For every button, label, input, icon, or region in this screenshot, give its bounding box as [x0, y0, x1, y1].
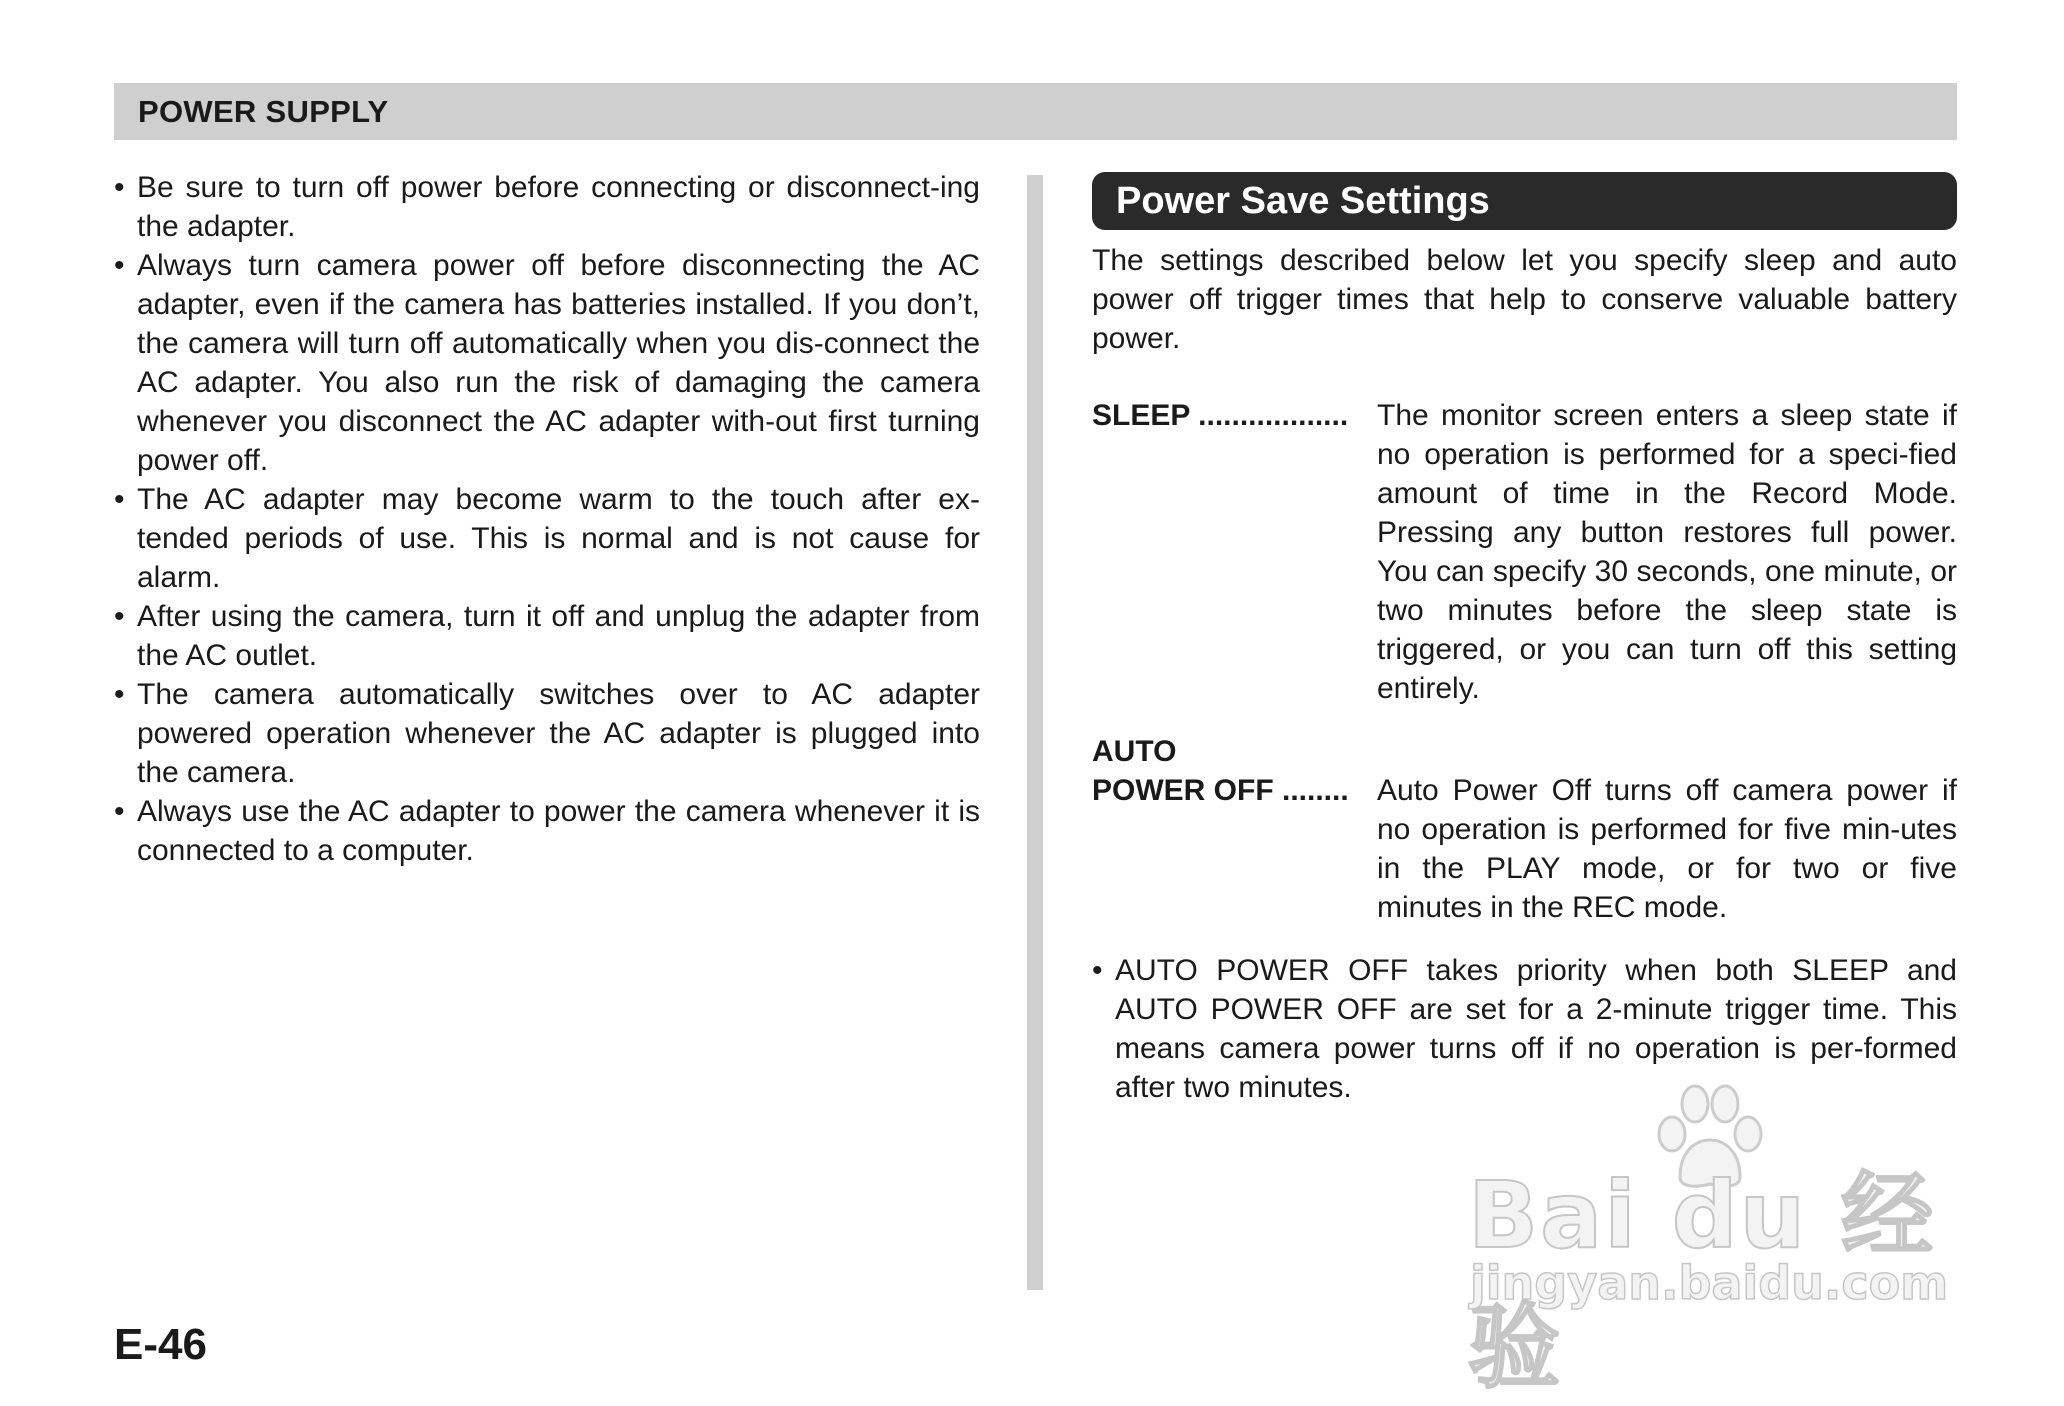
list-item: • The camera automatically switches over to AC adapter powered operation whenever the AC adapter is plugged into the camera.: [114, 675, 980, 792]
list-item: • Always turn camera power off before disconnecting the AC adapter, even if the camera has batteries installed. If you don’t, the camera will turn off automatically when you dis-connect the AC adapter. You also run the risk of damaging the camera whenever you disconnect the AC adapter with-out first turning power off.: [114, 246, 980, 480]
list-item: • The AC adapter may become warm to the touch after ex-tended periods of use. This is normal and is not cause for alarm.: [114, 480, 980, 597]
sleep-term: SLEEP ..................: [1092, 399, 1349, 432]
heading-label: Power Save Settings: [1116, 179, 1490, 222]
auto-power-off-term-line2: POWER OFF ........: [1092, 774, 1349, 807]
sleep-definition: [1092, 396, 1957, 708]
intro-paragraph: The settings described below let you specify sleep and auto power off trigger times that help to conserve valuable battery power.: [1092, 244, 1957, 355]
adapter-notes-list: [114, 168, 980, 870]
auto-power-off-definition: [1092, 771, 1957, 927]
right-column: [1092, 172, 1957, 1107]
watermark-logo-text: Bai du 经验: [1468, 1162, 1936, 1401]
sleep-description: The monitor screen enters a sleep state if no operation is performed for a speci-fied amount of time in the Record Mode. Pressing any button restores full power. You can specify 30 seconds, one minute, or two minutes before the sleep state is triggered, or you can turn off this setting entirely.: [1377, 399, 1957, 705]
list-item: • Always use the AC adapter to power the camera whenever it is connected to a computer.: [114, 792, 980, 870]
auto-power-off-term-line1: AUTO: [1092, 735, 1177, 768]
baidu-watermark: [1468, 1080, 1968, 1401]
list-item: • Be sure to turn off power before connecting or disconnect-ing the adapter.: [114, 168, 980, 246]
section-header-title: POWER SUPPLY: [138, 93, 389, 129]
section-header-bar: [114, 83, 1957, 140]
power-save-settings-heading: [1092, 172, 1957, 230]
auto-power-off-description: Auto Power Off turns off camera power if no operation is performed for five min-utes in the PLAY mode, or for two or five minutes in the REC mode.: [1377, 774, 1957, 924]
watermark-url: jingyan.baidu.com: [1470, 1256, 1949, 1310]
list-item: • AUTO POWER OFF takes priority when both SLEEP and AUTO POWER OFF are set for a 2-minute trigger time. This means camera power turns off if no operation is per-formed after two minutes.: [1092, 951, 1957, 1107]
list-item: • After using the camera, turn it off and unplug the adapter from the AC outlet.: [114, 597, 980, 675]
column-divider: [1027, 175, 1043, 1290]
left-column: [114, 168, 980, 870]
page-number: E-46: [114, 1320, 207, 1369]
